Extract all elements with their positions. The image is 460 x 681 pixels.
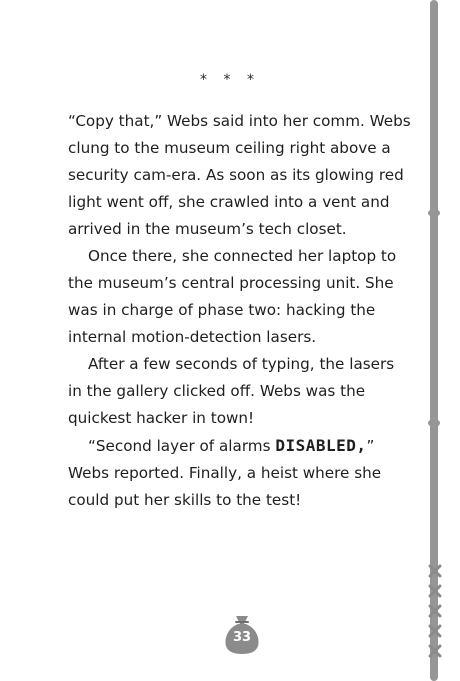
paragraph-1: “Copy that,” Webs said into her comm. Webs clung to the museum ceiling right above a security cam-era. As soon as its glowing red light went off, she crawled into a vent and arrived in the museum’s tech closet. — [68, 112, 411, 238]
x-mark-icon — [426, 582, 444, 600]
paragraph-2: Once there, she connected her laptop to the museum’s central processing unit. She was in charge of phase two: hacking the internal motion-detection lasers. — [68, 247, 397, 346]
x-mark-icon — [426, 602, 444, 620]
x-mark-icon — [426, 622, 444, 640]
page-number-badge — [222, 612, 262, 656]
paragraph-4 — [68, 432, 412, 514]
disabled-emphasis: DISABLED, — [275, 436, 367, 455]
paragraph-4-after: ” Webs reported. Finally, a heist where she could put her skills to the test! — [68, 437, 382, 509]
page-number: 33 — [232, 630, 252, 645]
side-x-marks — [426, 562, 444, 660]
body-text — [68, 108, 412, 514]
paragraph-4-before: “Second layer of alarms — [88, 437, 276, 455]
paragraph-3: After a few seconds of typing, the lasers in the gallery clicked off. Webs was the quickest hacker in town! — [68, 355, 395, 427]
x-mark-icon — [426, 642, 444, 660]
scene-break: * * * — [200, 72, 260, 88]
x-mark-icon — [426, 562, 444, 580]
